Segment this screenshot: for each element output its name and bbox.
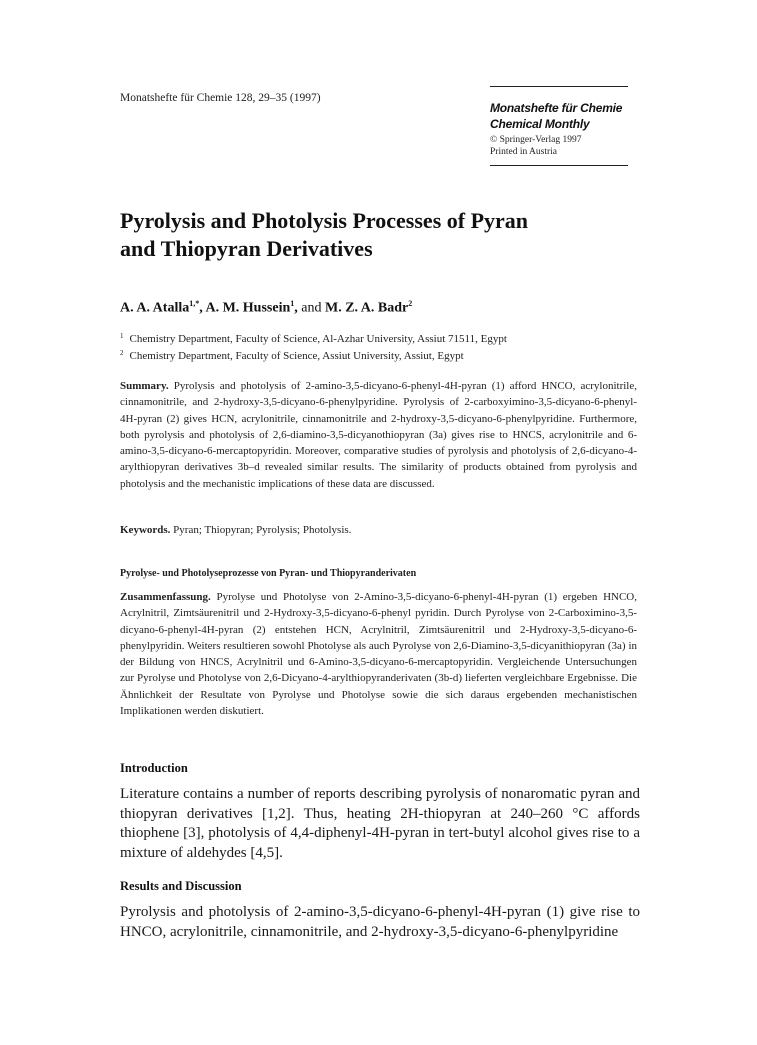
german-title: Pyrolyse- und Photolyseprozesse von Pyran- und Thiopyranderivaten <box>120 568 417 579</box>
zusammenfassung-label: Zusammenfassung. <box>120 591 211 603</box>
keywords-text: Pyran; Thiopyran; Pyrolysis; Photolysis. <box>173 524 352 536</box>
author-3: M. Z. A. Badr <box>324 300 409 316</box>
masthead-top-rule <box>490 86 628 87</box>
journal-name-de: Monatshefte für Chemie <box>490 101 623 115</box>
masthead-bottom-rule <box>490 165 628 166</box>
summary-label: Summary. <box>120 380 169 392</box>
author-1-affil: 1,* <box>189 299 200 308</box>
title-line-2: and Thiopyran Derivatives <box>120 236 373 261</box>
author-2-affil: 1 <box>290 299 295 308</box>
affiliation-2 <box>120 346 660 363</box>
affiliation-2-text: Chemistry Department, Faculty of Science, Assiut University, Assiut, Egypt <box>129 350 464 362</box>
author-1: A. A. Atalla <box>120 300 190 316</box>
title-line-1: Pyrolysis and Photolysis Processes of Pyran <box>120 208 529 233</box>
summary-paragraph <box>120 378 637 492</box>
keywords-paragraph <box>120 522 637 538</box>
author-2: A. M. Hussein <box>205 300 291 316</box>
author-list: A. A. Atalla$^{1,*}$, A. M. Hussein$^1$, and M. Z. A. Badr$^2$ <box>120 299 413 316</box>
keywords-label: Keywords. <box>120 524 171 536</box>
author-and: and <box>301 300 322 316</box>
introduction-paragraph: Literature contains a number of reports describing pyrolysis of nonaromatic pyran and thiopyran derivatives [1,2]. Thus, heating 2H-thiopyran at 240–260 °C affords thiophene [3], photolysis of 4,4-diphenyl-4H-pyran in tert-butyl alcohol gives rise to a mixture of aldehydes [4,5]. <box>120 786 640 861</box>
affiliation-2-num: 2 <box>120 349 124 357</box>
results-paragraph: Pyrolysis and photolysis of 2-amino-3,5-dicyano-6-phenyl-4H-pyran (1) give rise to HNCO, acrylonitrile, cinnamonitrile, and 2-hydroxy-3,5-dicyano-6-phenylpyridine <box>120 904 640 940</box>
journal-masthead <box>490 86 628 166</box>
results-heading: Results and Discussion <box>120 879 242 893</box>
zusammenfassung-paragraph <box>120 589 637 719</box>
zusammenfassung-text: Pyrolyse und Photolyse von 2-Amino-3,5-dicyano-6-phenyl-4H-pyran (1) ergeben HNCO, Acrylnitril, Zimtsäurenitril und 2-Hydroxy-3,5-dicyano-6-phenyl pyridin. Durch Pyrolyse von 2-Carboximino-3,5-dicyano-6-phenyl-4H-pyran (2) entstehen HCN, Acrylnitril, Zimtsäurenitril und 2-Hydroxy-3,5-dicyano-6-phenylpyridin. Weiters resultieren sowohl Photolyse als auch Pyrolyse von 2,6-Diamino-3,5-dicyanithiopyran (3a) in der Bildung von HNCS, Acrylnitril und 6-Amino-3,5-dicyano-6-mercaptopyridin. Vergleichende Untersuchungen zur Pyrolyse und Photolyse von 2,6-Dicyano-4-arylthiopyranderivaten (3b-d) lieferten vergleichbare Ergebnisse. Die Ähnlichkeit der Resultate von Pyrolyse und Photolyse sowie die sich daraus ergebenden mechanistischen Implikationen werden diskutiert. <box>120 591 638 718</box>
paper-title <box>120 207 660 263</box>
affiliation-1-num: 1 <box>120 332 124 340</box>
affiliations <box>120 329 660 363</box>
copyright-line: © Springer-Verlag 1997 <box>490 135 582 145</box>
journal-name-en: Chemical Monthly <box>490 117 590 131</box>
journal-citation: Monatshefte für Chemie 128, 29–35 (1997) <box>120 92 321 104</box>
printed-line: Printed in Austria <box>490 146 558 157</box>
affiliation-1 <box>120 329 660 346</box>
affiliation-1-text: Chemistry Department, Faculty of Science, Al-Azhar University, Assiut 71511, Egypt <box>129 333 507 345</box>
author-3-affil: 2 <box>408 299 413 308</box>
summary-text: Pyrolysis and photolysis of 2-amino-3,5-dicyano-6-phenyl-4H-pyran (1) afford HNCO, acrylonitrile, cinnamonitrile, and 2-hydroxy-3,5-dicyano-6-phenylpyridine. Pyrolysis of 2-carboxyimino-3,5-dicyano-6-phenyl-4H-pyran (2) gives HCN, acrylonitrile, cinnamonitrile and 2-hydroxy-3,5-dicyano-6-phenylpyridine. Furthermore, both pyrolysis and photolysis of 2,6-diamino-3,5-dicyanothiopyran (3a) gives rise to HNCS, acrylonitrile and 6-amino-3,5-dicyano-6-mercaptopyridin. Moreover, comparative studies of pyrolysis and photolysis of 2,6-dicyano-4-arylthiopyran derivatives 3b–d revealed similar results. The similarity of products obtained from pyrolysis and photolysis and the mechanistic implications of these data are discussed. <box>120 380 637 490</box>
introduction-heading: Introduction <box>120 761 188 775</box>
